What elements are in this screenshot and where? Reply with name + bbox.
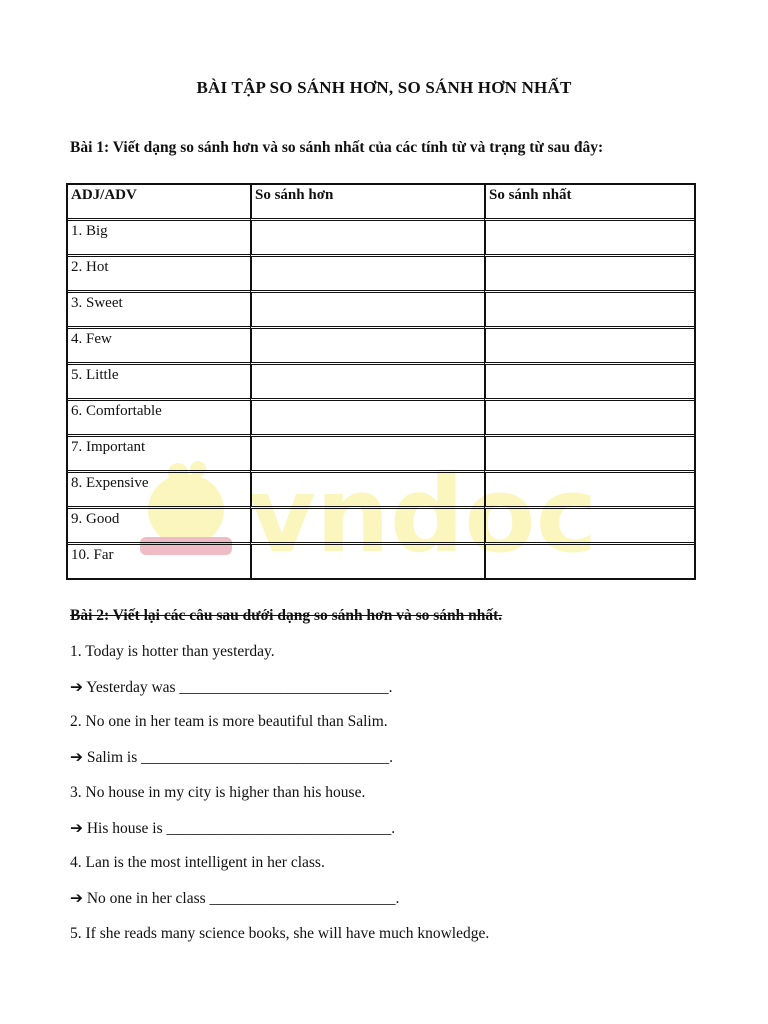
exercise-2-line: ➔ No one in her class ________________________.	[70, 890, 400, 907]
table-header-row	[68, 185, 694, 221]
table-row	[68, 365, 694, 401]
superlative-answer-cell[interactable]	[484, 365, 694, 401]
table-row	[68, 329, 694, 365]
superlative-answer-cell[interactable]	[484, 329, 694, 365]
watermark-text: vndoc	[248, 455, 598, 570]
word-cell: 9. Good	[68, 509, 250, 545]
word-cell: 1. Big	[68, 221, 250, 257]
word-cell: 7. Important	[68, 437, 250, 473]
table-row	[68, 257, 694, 293]
superlative-answer-cell[interactable]	[484, 401, 694, 437]
comparative-answer-cell[interactable]	[250, 401, 484, 437]
exercise-1-table	[66, 183, 696, 580]
comparative-answer-cell[interactable]	[250, 329, 484, 365]
column-header-adj-adv: ADJ/ADV	[68, 185, 250, 221]
comparative-answer-cell[interactable]	[250, 257, 484, 293]
word-cell: 4. Few	[68, 329, 250, 365]
comparative-answer-cell[interactable]	[250, 509, 484, 545]
exercise-2-line: 3. No house in my city is higher than his house.	[70, 784, 366, 801]
comparative-answer-cell[interactable]	[250, 293, 484, 329]
word-cell: 10. Far	[71, 547, 114, 563]
exercise-2-line: ➔ His house is _____________________________.	[70, 820, 396, 837]
superlative-answer-cell[interactable]	[484, 293, 694, 329]
word-cell: 5. Little	[68, 365, 250, 401]
table-row	[68, 437, 694, 473]
comparative-answer-cell[interactable]	[250, 221, 484, 257]
superlative-answer-cell[interactable]	[484, 257, 694, 293]
comparative-answer-cell[interactable]	[250, 545, 484, 578]
word-cell: 8. Expensive	[68, 473, 250, 509]
page-title: BÀI TẬP SO SÁNH HƠN, SO SÁNH HƠN NHẤT	[196, 78, 572, 97]
superlative-answer-cell[interactable]	[484, 221, 694, 257]
table-row	[68, 401, 694, 437]
word-cell: 6. Comfortable	[68, 401, 250, 437]
comparative-answer-cell[interactable]	[250, 365, 484, 401]
exercise-2-heading: Bài 2: Viết lại các câu sau dưới dạng so sánh hơn và so sánh nhất.	[70, 607, 503, 624]
exercise-2-line: ➔ Salim is ________________________________.	[70, 749, 393, 766]
comparative-answer-cell[interactable]	[250, 473, 484, 509]
exercise-2-line: 1. Today is hotter than yesterday.	[70, 643, 275, 660]
table-row	[68, 221, 694, 257]
table-row	[68, 293, 694, 329]
column-header-superlative: So sánh nhất	[484, 185, 694, 221]
exercise-2-line: 2. No one in her team is more beautiful than Salim.	[70, 713, 388, 730]
table-row	[68, 545, 694, 578]
exercise-1-heading: Bài 1: Viết dạng so sánh hơn và so sánh nhất của các tính từ và trạng từ sau đây:	[70, 139, 604, 156]
superlative-answer-cell[interactable]	[484, 509, 694, 545]
exercise-2-line: 4. Lan is the most intelligent in her class.	[70, 854, 325, 871]
comparative-answer-cell[interactable]	[250, 437, 484, 473]
table-row	[68, 509, 694, 545]
word-cell: 3. Sweet	[68, 293, 250, 329]
word-cell: 2. Hot	[68, 257, 250, 293]
column-header-comparative: So sánh hơn	[250, 185, 484, 221]
superlative-answer-cell[interactable]	[484, 437, 694, 473]
superlative-answer-cell[interactable]	[484, 473, 694, 509]
exercise-2-line: 5. If she reads many science books, she will have much knowledge.	[70, 925, 490, 942]
table-row	[68, 473, 694, 509]
superlative-answer-cell[interactable]	[484, 545, 694, 578]
exercise-2-line: ➔ Yesterday was ___________________________.	[70, 679, 393, 696]
